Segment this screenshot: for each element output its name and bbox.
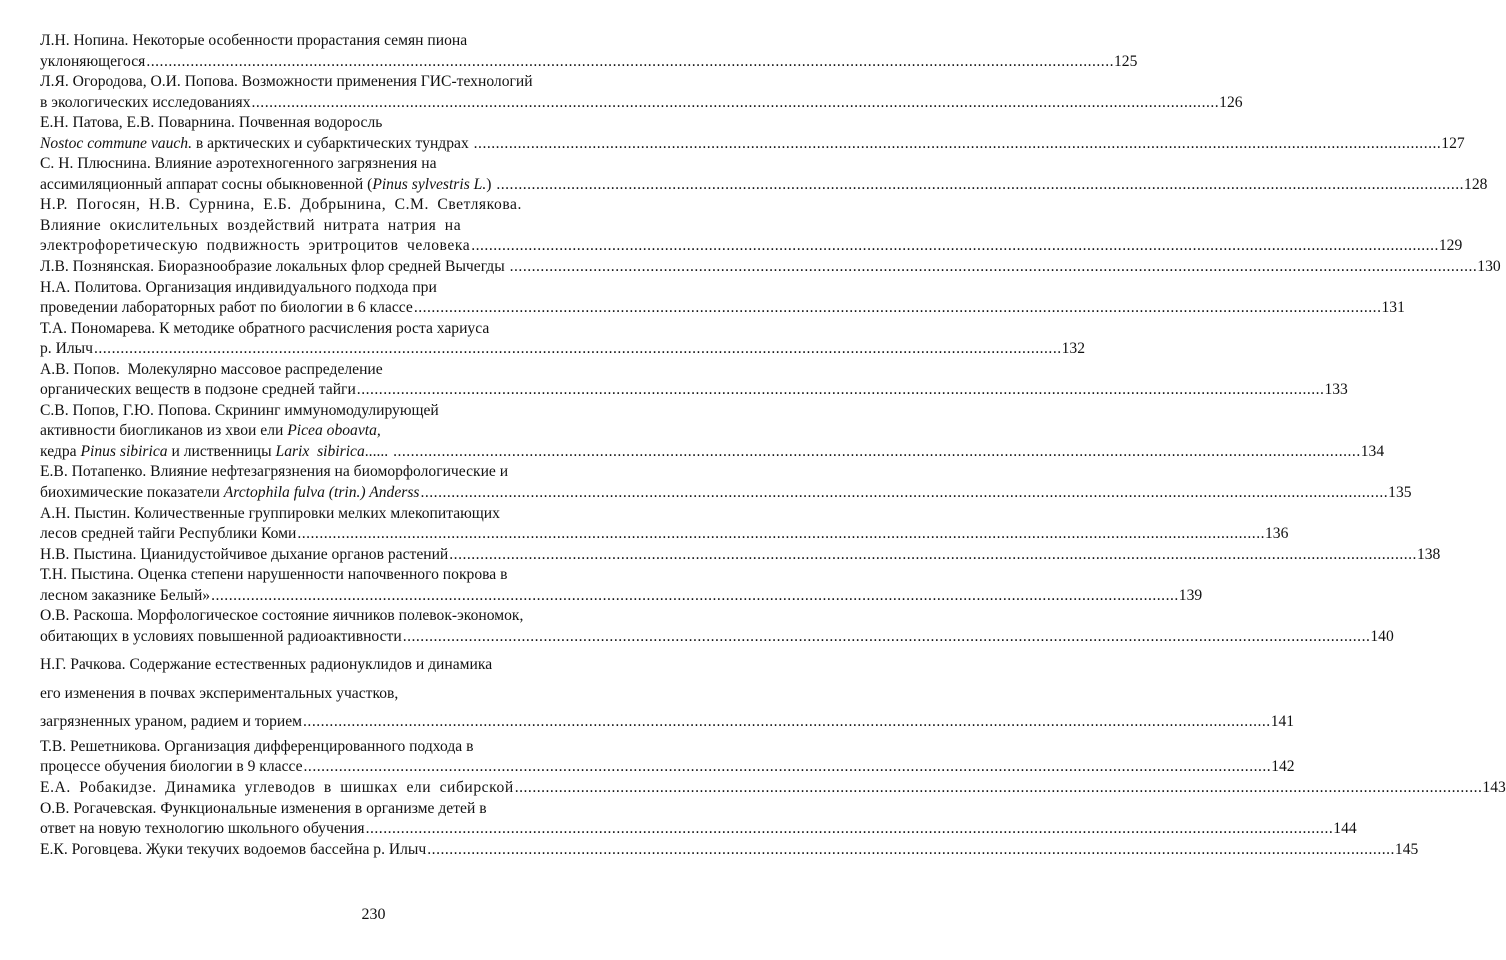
entry-text xyxy=(40,72,533,93)
entry-text xyxy=(40,524,296,545)
text-segment: Л.Я. Огородова, О.И. Попова. Возможности применения ГИС-технологий xyxy=(40,73,533,91)
text-segment: процессе обучения биологии в 9 классе xyxy=(40,758,303,776)
entry-page-number: 143 xyxy=(1482,779,1506,796)
text-segment: Е.Н. Патова, Е.В. Поварнина. Почвенная водоросль xyxy=(40,114,383,132)
entry-text xyxy=(40,757,303,778)
text-segment: лесном заказнике Белый» xyxy=(40,586,211,604)
dot-leader: ............................................................................................................................................................................................................................ xyxy=(297,525,1265,543)
toc-line xyxy=(40,737,709,758)
text-segment: лесов средней тайги Республики Коми xyxy=(40,525,297,543)
dot-leader: ............................................................................................................................................................................................................................ xyxy=(303,713,1271,731)
entry-page-number: 131 xyxy=(1381,299,1405,317)
entry-text xyxy=(40,93,251,114)
dot-leader: ............................................................................................................................................................................................................................ xyxy=(365,820,1334,838)
latin-name: Pinus sibirica xyxy=(80,442,168,460)
entry-text xyxy=(40,319,489,340)
entry-text xyxy=(40,840,426,861)
entry-page-number: 139 xyxy=(1178,586,1203,604)
toc-line xyxy=(40,757,1295,778)
text-segment: уклоняющегося xyxy=(40,52,146,70)
entry-text xyxy=(40,565,507,586)
toc-entry xyxy=(40,565,1203,606)
latin-name: Pinus sylvestris L. xyxy=(372,175,487,193)
dot-leader: ............................................................................................................................................................................................................................ xyxy=(402,627,1371,645)
latin-name: Arctophila fulva (trin.) Anderss xyxy=(223,484,420,502)
toc-line xyxy=(40,442,1385,463)
toc-line xyxy=(40,195,709,216)
toc-entry xyxy=(40,504,1289,545)
text-segment: Е.А. Робакидзе. Динамика углеводов в шишках ели сибирской xyxy=(40,779,514,796)
entry-text xyxy=(40,257,509,278)
toc-line xyxy=(40,154,709,175)
latin-name: Larix sibirica xyxy=(275,442,365,460)
entry-text xyxy=(40,737,473,758)
entry-text xyxy=(40,606,523,627)
dot-leader: ............................................................................................................................................................................................................................ xyxy=(146,52,1114,70)
toc-line xyxy=(40,339,1086,360)
entry-page-number: 125 xyxy=(1114,52,1138,70)
entry-text xyxy=(40,175,495,196)
toc-line xyxy=(40,840,1419,861)
toc-line xyxy=(40,319,709,340)
toc-line xyxy=(40,778,1506,799)
text-segment: ответ на новую технологию школьного обучения xyxy=(40,820,365,838)
text-segment: кедра xyxy=(40,442,81,460)
latin-name: Nostoc commune vauch. xyxy=(40,134,193,152)
toc-entry xyxy=(40,113,1465,154)
toc-entry xyxy=(40,257,1501,278)
toc-entry xyxy=(40,651,1295,737)
text-segment: Т.В. Решетникова. Организация дифференцированного подхода в xyxy=(40,737,474,755)
entry-text xyxy=(40,504,500,525)
toc-line xyxy=(40,278,709,299)
text-segment: ...... xyxy=(364,442,393,460)
toc-line xyxy=(40,708,1295,737)
entry-text xyxy=(40,799,487,820)
entry-page-number: 128 xyxy=(1464,175,1488,193)
toc-line xyxy=(40,819,1357,840)
toc-entry xyxy=(40,195,1463,257)
entry-text xyxy=(40,545,448,566)
toc-line xyxy=(40,483,1412,504)
text-segment: Т.А. Пономарева. К методике обратного расчисления роста хариуса xyxy=(40,319,490,337)
toc-line xyxy=(40,175,1488,196)
toc-entry xyxy=(40,72,1243,113)
entry-text xyxy=(40,278,437,299)
table-of-contents xyxy=(40,31,1506,860)
toc-entry xyxy=(40,840,1419,861)
entry-text xyxy=(40,339,93,360)
entry-text xyxy=(40,216,461,237)
entry-text xyxy=(40,360,383,381)
text-segment: Н.Р. Погосян, Н.В. Сурнина, Е.Б. Добрынина, С.М. Светлякова. xyxy=(40,196,522,214)
toc-line xyxy=(40,627,1394,648)
entry-page-number: 132 xyxy=(1061,340,1086,358)
text-segment: С. Н. Плюснина. Влияние аэротехногенного загрязнения на xyxy=(40,155,437,173)
toc-line xyxy=(40,298,1405,319)
text-segment: О.В. Рогачевская. Функциональные изменения в организме детей в xyxy=(40,799,487,817)
text-segment: Л.Н. Нопина. Некоторые особенности прорастания семян пиона xyxy=(40,32,468,49)
dot-leader: ............................................................................................................................................................................................................................ xyxy=(413,299,1382,317)
text-segment: Е.К. Роговцева. Жуки текучих водоемов бассейна р. Илыч xyxy=(40,840,427,858)
entry-text xyxy=(40,778,514,799)
toc-entry xyxy=(40,154,1488,195)
text-segment: биохимические показатели xyxy=(40,484,224,502)
dot-leader: ............................................................................................................................................................................................................................ xyxy=(509,258,1478,276)
toc-line xyxy=(40,72,709,93)
toc-line xyxy=(40,606,709,627)
entry-page-number: 144 xyxy=(1333,820,1357,838)
toc-line xyxy=(40,31,709,52)
toc-line xyxy=(40,586,1203,607)
toc-line xyxy=(40,545,1441,566)
page-number: 230 xyxy=(361,906,386,923)
toc-entry xyxy=(40,319,1086,360)
text-segment: проведении лабораторных работ по биологии в 6 классе xyxy=(40,299,413,317)
dot-leader: ............................................................................................................................................................................................................................ xyxy=(211,586,1179,604)
toc-line xyxy=(40,134,1465,155)
entry-page-number: 126 xyxy=(1219,93,1243,111)
entry-text xyxy=(40,708,302,737)
entry-page-number: 142 xyxy=(1271,758,1295,776)
toc-entry xyxy=(40,31,1138,72)
toc-entry xyxy=(40,606,1394,647)
text-segment: ) xyxy=(486,175,496,193)
entry-text xyxy=(40,483,419,504)
toc-entry xyxy=(40,799,1357,840)
toc-line xyxy=(40,113,709,134)
toc-line xyxy=(40,380,1348,401)
dot-leader: ............................................................................................................................................................................................................................ xyxy=(251,93,1220,111)
toc-line xyxy=(40,360,709,381)
text-segment: Л.В. Познянская. Биоразнообразие локальных флор средней Вычегды xyxy=(40,258,509,276)
entry-page-number: 129 xyxy=(1438,237,1463,255)
text-segment: р. Илыч xyxy=(40,340,93,358)
entry-text xyxy=(40,31,467,52)
text-segment: органических веществ в подзоне средней тайги xyxy=(40,381,356,399)
toc-line xyxy=(40,216,709,237)
entry-text xyxy=(40,154,437,175)
entry-text xyxy=(40,195,522,216)
entry-text xyxy=(40,236,470,257)
entry-page-number: 145 xyxy=(1394,840,1419,858)
toc-line xyxy=(40,257,1501,278)
text-segment: загрязненных ураном, радием и торием xyxy=(40,713,303,731)
text-segment: Н.А. Политова. Организация индивидуального подхода при xyxy=(40,278,437,296)
entry-text xyxy=(40,421,381,442)
dot-leader: ............................................................................................................................................................................................................................ xyxy=(496,175,1465,193)
toc-entry xyxy=(40,360,1348,401)
entry-page-number: 133 xyxy=(1324,381,1348,399)
dot-leader: ............................................................................................................................................................................................................................ xyxy=(93,340,1062,358)
entry-text xyxy=(40,462,508,483)
toc-line xyxy=(40,651,709,680)
text-segment: в арктических и субарктических тундрах xyxy=(192,134,473,152)
toc-line xyxy=(40,401,709,422)
toc-entry xyxy=(40,737,1295,778)
entry-text xyxy=(40,134,473,155)
toc-entry xyxy=(40,545,1441,566)
text-segment: его изменения в почвах экспериментальных участков, xyxy=(40,684,399,702)
entry-page-number: 134 xyxy=(1360,442,1385,460)
text-segment: Е.В. Потапенко. Влияние нефтезагрязнения на биоморфологические и xyxy=(40,463,509,481)
text-segment: А.Н. Пыстин. Количественные группировки мелких млекопитающих xyxy=(40,504,500,522)
entry-page-number: 138 xyxy=(1416,545,1441,563)
entry-text xyxy=(40,52,145,73)
dot-leader: ............................................................................................................................................................................................................................ xyxy=(356,381,1325,399)
latin-name: Picea oboavta, xyxy=(287,422,381,440)
toc-line xyxy=(40,421,709,442)
dot-leader: ............................................................................................................................................................................................................................ xyxy=(471,237,1439,255)
toc-entry xyxy=(40,401,1385,463)
toc-entry xyxy=(40,462,1412,503)
entry-text xyxy=(40,401,439,422)
text-segment: Т.Н. Пыстина. Оценка степени нарушенности напочвенного покрова в xyxy=(40,566,508,584)
dot-leader: ............................................................................................................................................................................................................................ xyxy=(427,840,1395,858)
toc-line xyxy=(40,504,709,525)
toc-line xyxy=(40,680,709,709)
toc-entry xyxy=(40,778,1506,799)
entry-text xyxy=(40,298,413,319)
toc-entry xyxy=(40,278,1405,319)
entry-text xyxy=(40,586,210,607)
toc-line xyxy=(40,52,1138,73)
text-segment: С.В. Попов, Г.Ю. Попова. Скрининг иммуномодулирующей xyxy=(40,401,439,419)
text-segment: и лиственницы xyxy=(167,442,276,460)
entry-page-number: 135 xyxy=(1388,484,1412,502)
entry-page-number: 127 xyxy=(1441,134,1465,152)
entry-text xyxy=(40,627,402,648)
dot-leader: ............................................................................................................................................................................................................................ xyxy=(303,758,1272,776)
text-segment: Н.Г. Рачкова. Содержание естественных радионуклидов и динамика xyxy=(40,656,493,674)
dot-leader: ............................................................................................................................................................................................................................ xyxy=(449,545,1417,563)
toc-line xyxy=(40,524,1289,545)
entry-page-number: 136 xyxy=(1264,525,1289,543)
entry-page-number: 140 xyxy=(1370,627,1394,645)
toc-line xyxy=(40,93,1243,114)
dot-leader: ............................................................................................................................................................................................................................ xyxy=(420,484,1389,502)
entry-text xyxy=(40,113,382,134)
entry-page-number: 130 xyxy=(1477,258,1501,276)
text-segment: Н.В. Пыстина. Цианидустойчивое дыхание органов растений xyxy=(40,545,449,563)
toc-line xyxy=(40,236,1463,257)
entry-text xyxy=(40,651,492,680)
entry-text xyxy=(40,819,365,840)
dot-leader: ............................................................................................................................................................................................................................ xyxy=(514,779,1483,796)
text-segment: активности биогликанов из хвои ели xyxy=(40,422,288,440)
text-segment: в экологических исследованиях xyxy=(40,93,251,111)
entry-page-number: 141 xyxy=(1270,713,1295,731)
toc-line xyxy=(40,799,709,820)
entry-text xyxy=(40,442,392,463)
text-segment: А.В. Попов. Молекулярно массовое распределение xyxy=(40,360,383,378)
text-segment: обитающих в условиях повышенной радиоактивности xyxy=(40,627,402,645)
dot-leader: ............................................................................................................................................................................................................................ xyxy=(393,442,1361,460)
text-segment: электрофоретическую подвижность эритроцитов человека xyxy=(40,237,471,255)
text-segment: Влияние окислительных воздействий нитрата натрия на xyxy=(40,216,462,234)
text-segment: ассимиляционный аппарат сосны обыкновенной ( xyxy=(40,175,373,193)
entry-text xyxy=(40,380,356,401)
text-segment: О.В. Раскоша. Морфологическое состояние яичников полевок-экономок, xyxy=(40,607,524,625)
toc-line xyxy=(40,565,709,586)
dot-leader: ............................................................................................................................................................................................................................ xyxy=(473,134,1442,152)
toc-line xyxy=(40,462,709,483)
entry-text xyxy=(40,680,398,709)
